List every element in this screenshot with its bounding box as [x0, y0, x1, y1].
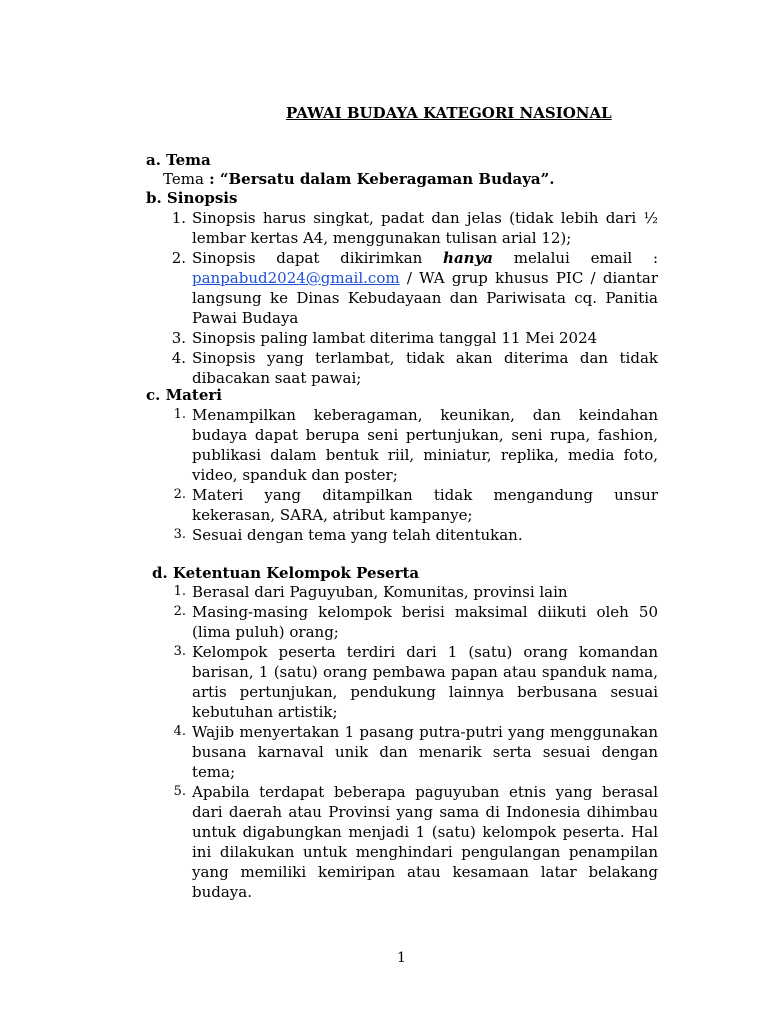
page-number: 1	[397, 950, 406, 966]
list-item	[173, 642, 658, 722]
item-text: Berasal dari Paguyuban, Komunitas, provinsi lain	[192, 583, 568, 601]
item-text: Sesuai dengan tema yang telah ditentukan.	[192, 526, 523, 544]
ketentuan-list	[173, 582, 658, 902]
tema-colon: :	[203, 170, 220, 188]
item-text-post: / WA grup khusus PIC / diantar langsung ke Dinas Kebudayaan dan Pariwisata cq. Panitia Pawai Budaya	[192, 269, 658, 327]
section-a-heading: a. Tema	[146, 151, 211, 169]
list-item	[173, 525, 658, 545]
emphasis-text: hanya	[443, 249, 494, 267]
item-text	[192, 248, 658, 328]
item-number: 3.	[171, 329, 186, 347]
item-text: Materi yang ditampilkan tidak mengandung unsur kekerasan, SARA, atribut kampanye;	[192, 486, 658, 524]
document-title: PAWAI BUDAYA KATEGORI NASIONAL	[286, 104, 612, 122]
section-b-heading: b. Sinopsis	[146, 189, 238, 207]
item-text: Sinopsis yang terlambat, tidak akan diterima dan tidak dibacakan saat pawai;	[192, 349, 658, 387]
item-number: 1.	[173, 407, 186, 422]
section-c-heading: c. Materi	[146, 386, 222, 404]
item-number: 1.	[173, 584, 186, 599]
list-item	[173, 782, 658, 902]
item-number: 5.	[173, 784, 186, 799]
item-text-mid: melalui email :	[493, 249, 658, 267]
section-d-heading: d. Ketentuan Kelompok Peserta	[152, 564, 420, 582]
sinopsis-list	[171, 208, 658, 388]
item-number: 2.	[171, 249, 186, 267]
materi-list	[173, 405, 658, 545]
item-text: Apabila terdapat beberapa paguyuban etnis yang berasal dari daerah atau Provinsi yang sama di Indonesia dihimbau untuk digabungkan menjadi 1 (satu) kelompok peserta. Hal ini dilakukan untuk menghindari pengulangan penampilan yang memiliki kemiripan atau kesamaan latar belakang budaya.	[192, 783, 658, 901]
tema-label: Tema	[163, 170, 204, 188]
item-number: 4.	[171, 349, 186, 367]
item-text: Sinopsis paling lambat diterima tanggal 11 Mei 2024	[192, 329, 598, 347]
list-item	[171, 208, 658, 248]
item-text-pre: Sinopsis dapat dikirimkan	[192, 249, 444, 267]
list-item	[173, 485, 658, 525]
item-text: Masing-masing kelompok berisi maksimal diikuti oleh 50 (lima puluh) orang;	[192, 603, 658, 641]
item-number: 3.	[173, 644, 186, 659]
item-text: Kelompok peserta terdiri dari 1 (satu) orang komandan barisan, 1 (satu) orang pembawa papan atau spanduk nama, artis pertunjukan, pendukung lainnya berbusana sesuai kebutuhan artistik;	[192, 643, 658, 721]
email-link[interactable]: panpabud2024@gmail.com	[192, 269, 400, 287]
list-item	[173, 602, 658, 642]
item-text: Wajib menyertakan 1 pasang putra-putri yang menggunakan busana karnaval unik dan menarik serta sesuai dengan tema;	[192, 723, 658, 781]
item-text: Menampilkan keberagaman, keunikan, dan keindahan budaya dapat berupa seni pertunjukan, seni rupa, fashion, publikasi dalam bentuk riil, miniatur, replika, media foto, video, spanduk dan poster;	[192, 406, 658, 484]
item-number: 3.	[173, 527, 186, 542]
item-number: 2.	[173, 604, 186, 619]
list-item	[173, 582, 658, 602]
tema-line	[163, 170, 554, 188]
tema-value: “Bersatu dalam Keberagaman Budaya”.	[219, 170, 555, 188]
list-item	[173, 722, 658, 782]
list-item	[171, 328, 658, 348]
item-number: 2.	[173, 487, 186, 502]
list-item	[173, 405, 658, 485]
item-number: 4.	[173, 724, 186, 739]
list-item	[171, 248, 658, 328]
item-text: Sinopsis harus singkat, padat dan jelas (tidak lebih dari ½ lembar kertas A4, menggunakan tulisan arial 12);	[192, 209, 658, 247]
item-number: 1.	[171, 209, 186, 227]
list-item	[171, 348, 658, 388]
